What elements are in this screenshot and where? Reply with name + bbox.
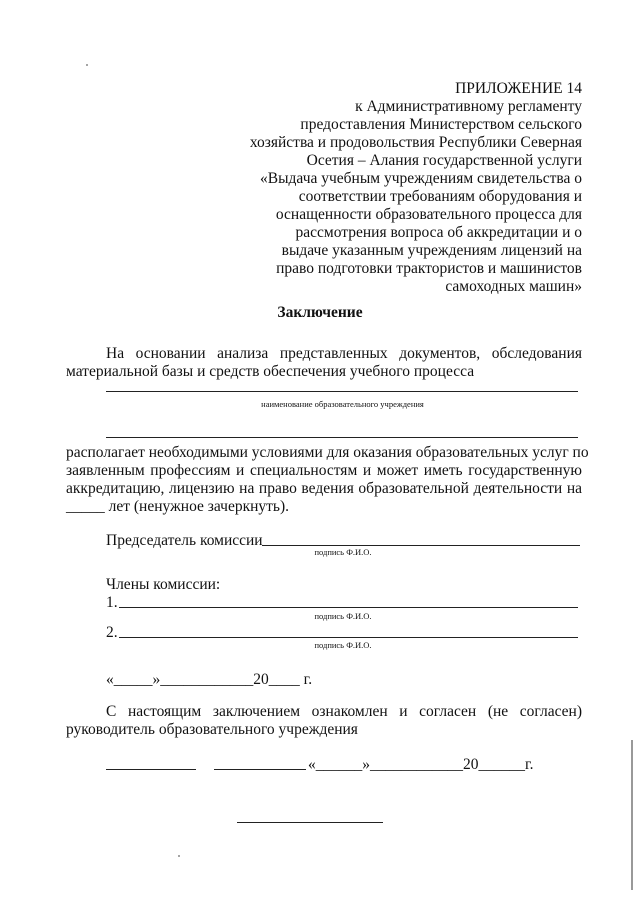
- appendix-title: ПРИЛОЖЕНИЕ 14: [455, 80, 582, 97]
- appendix-line: предоставления Министерством сельского: [300, 116, 582, 133]
- paragraph1-line1: На основании анализа представленных документов, обследования: [106, 345, 582, 362]
- scan-speck: [178, 855, 180, 857]
- member-1-signature-line[interactable]: [119, 607, 578, 608]
- paragraph3-line1: С настоящим заключением ознакомлен и согласен (не согласен): [106, 703, 582, 720]
- head-signature-date-field[interactable]: «______»____________20______г.: [308, 756, 534, 773]
- appendix-line: выдаче указанным учреждениям лицензий на: [281, 242, 582, 259]
- appendix-line: право подготовки трактористов и машинистов: [276, 260, 582, 277]
- appendix-line: «Выдача учебным учреждениям свидетельства о: [260, 170, 582, 187]
- appendix-line: самоходных машин»: [445, 278, 582, 295]
- chairman-label: Председатель комиссии: [106, 532, 263, 549]
- paragraph2-line4: _____ лет (ненужное зачеркнуть).: [66, 498, 290, 515]
- appendix-line: оснащенности образовательного процесса для: [275, 206, 582, 223]
- member-2-signature-line[interactable]: [119, 637, 578, 638]
- member-1-number: 1.: [106, 594, 118, 611]
- appendix-line: рассмотрения вопроса об аккредитации и о: [295, 224, 582, 241]
- member-2-caption: подпись Ф.И.О.: [314, 640, 372, 650]
- appendix-line: хозяйства и продовольствия Республики Северная: [249, 134, 582, 151]
- paragraph1-line2: материальной базы и средств обеспечения учебного процесса: [66, 363, 475, 380]
- document-heading: Заключение: [277, 304, 363, 321]
- chairman-signature-line[interactable]: [262, 545, 580, 546]
- members-label: Члены комиссии:: [106, 576, 221, 593]
- member-1-caption: подпись Ф.И.О.: [314, 611, 372, 621]
- member-2-number: 2.: [106, 624, 118, 641]
- appendix-line: к Административному регламенту: [355, 98, 582, 115]
- paragraph2-line3: аккредитацию, лицензию на право ведения образовательной деятельности на: [66, 480, 582, 497]
- institution-name-line[interactable]: [106, 391, 578, 392]
- paragraph2-line1: располагает необходимыми условиями для оказания образовательных услуг по: [66, 444, 589, 461]
- appendix-line: соответствии требованиям оборудования и: [298, 188, 582, 205]
- bottom-divider: [237, 822, 383, 823]
- scan-edge-mark: [631, 740, 633, 890]
- paragraph2-line2: заявленным профессиям и специальностям и может иметь государственную: [66, 462, 582, 479]
- head-name-line[interactable]: [214, 769, 306, 770]
- chairman-caption: подпись Ф.И.О.: [314, 547, 372, 557]
- institution-caption: наименование образовательного учреждения: [261, 399, 424, 409]
- conclusion-date-field[interactable]: «_____»____________20____ г.: [106, 671, 313, 688]
- appendix-line: Осетия – Алания государственной услуги: [306, 152, 582, 169]
- paragraph3-line2: руководитель образовательного учреждения: [66, 721, 358, 738]
- institution-name-line-2[interactable]: [106, 437, 578, 438]
- head-signature-line[interactable]: [106, 769, 196, 770]
- scan-speck: [86, 64, 88, 66]
